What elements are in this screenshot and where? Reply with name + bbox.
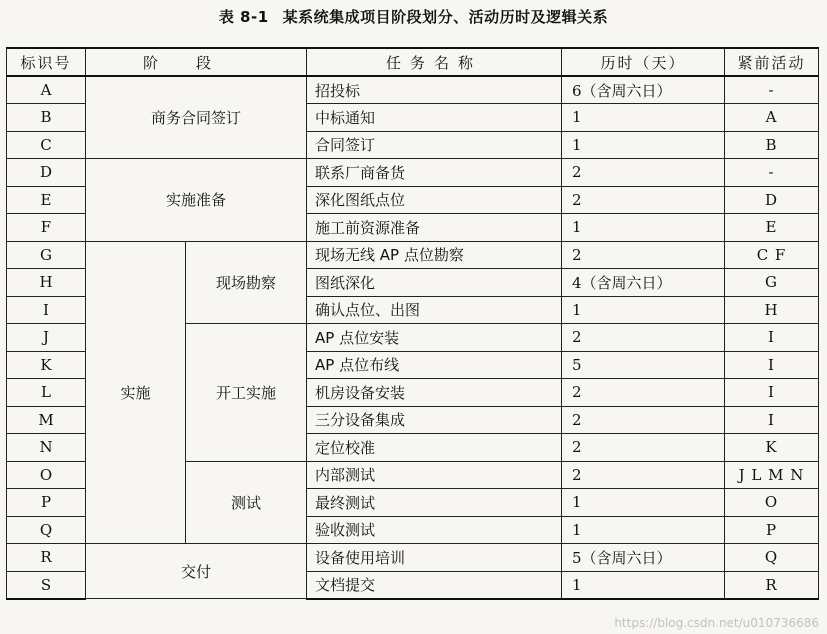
cell-duration: 2	[562, 186, 725, 214]
cell-duration: 6（含周六日）	[562, 76, 725, 104]
stage-contract: 商务合同签订	[86, 76, 307, 159]
stage-prepare: 实施准备	[86, 159, 307, 242]
cell-id: Q	[7, 516, 86, 544]
cell-duration: 2	[562, 159, 725, 187]
schedule-table	[6, 47, 819, 600]
cell-task: 机房设备安装	[307, 379, 562, 407]
table-number: 表 8-1	[218, 8, 269, 26]
cell-id: I	[7, 296, 86, 324]
cell-id: D	[7, 159, 86, 187]
cell-predecessor: A	[725, 104, 819, 132]
cell-duration: 2	[562, 324, 725, 352]
table-row	[7, 76, 819, 104]
cell-task: 图纸深化	[307, 269, 562, 297]
cell-task: 最终测试	[307, 489, 562, 517]
cell-duration: 1	[562, 131, 725, 159]
stage-delivery: 交付	[86, 544, 307, 599]
header-duration: 历时（天）	[562, 48, 725, 76]
cell-task: 验收测试	[307, 516, 562, 544]
cell-id: K	[7, 351, 86, 379]
cell-predecessor: I	[725, 406, 819, 434]
cell-predecessor: C F	[725, 241, 819, 269]
table-title: 某系统集成项目阶段划分、活动历时及逻辑关系	[282, 8, 609, 26]
cell-id: L	[7, 379, 86, 407]
stage-implement: 实施	[86, 241, 186, 544]
cell-duration: 1	[562, 571, 725, 599]
cell-task: 内部测试	[307, 461, 562, 489]
cell-duration: 1	[562, 516, 725, 544]
cell-id: S	[7, 571, 86, 599]
cell-duration: 4（含周六日）	[562, 269, 725, 297]
cell-task: 三分设备集成	[307, 406, 562, 434]
table-row	[7, 241, 819, 269]
cell-predecessor: -	[725, 159, 819, 187]
cell-task: 深化图纸点位	[307, 186, 562, 214]
cell-task: 合同签订	[307, 131, 562, 159]
header-predecessor: 紧前活动	[725, 48, 819, 76]
cell-task: 定位校准	[307, 434, 562, 462]
cell-duration: 2	[562, 241, 725, 269]
cell-predecessor: H	[725, 296, 819, 324]
cell-duration: 1	[562, 104, 725, 132]
table-row	[7, 159, 819, 187]
cell-predecessor: Q	[725, 544, 819, 572]
cell-predecessor: O	[725, 489, 819, 517]
cell-duration: 2	[562, 406, 725, 434]
watermark: https://blog.csdn.net/u010736686	[614, 616, 819, 630]
cell-predecessor: R	[725, 571, 819, 599]
cell-predecessor: I	[725, 324, 819, 352]
cell-duration: 2	[562, 461, 725, 489]
cell-task: 现场无线 AP 点位勘察	[307, 241, 562, 269]
cell-id: C	[7, 131, 86, 159]
cell-id: M	[7, 406, 86, 434]
cell-id: G	[7, 241, 86, 269]
cell-id: P	[7, 489, 86, 517]
cell-id: E	[7, 186, 86, 214]
cell-predecessor: P	[725, 516, 819, 544]
table-caption	[0, 6, 827, 27]
cell-duration: 5（含周六日）	[562, 544, 725, 572]
header-task: 任务名称	[307, 48, 562, 76]
header-stage: 阶段	[86, 48, 307, 76]
cell-task: 联系厂商备货	[307, 159, 562, 187]
cell-task: 设备使用培训	[307, 544, 562, 572]
cell-predecessor: B	[725, 131, 819, 159]
cell-id: R	[7, 544, 86, 572]
cell-task: AP 点位安装	[307, 324, 562, 352]
cell-id: N	[7, 434, 86, 462]
cell-predecessor: G	[725, 269, 819, 297]
cell-duration: 1	[562, 296, 725, 324]
substage-construction: 开工实施	[186, 324, 307, 462]
cell-id: O	[7, 461, 86, 489]
cell-id: F	[7, 214, 86, 242]
cell-task: 确认点位、出图	[307, 296, 562, 324]
cell-duration: 2	[562, 379, 725, 407]
header-row	[7, 48, 819, 76]
cell-duration: 1	[562, 214, 725, 242]
cell-predecessor: I	[725, 351, 819, 379]
cell-task: 招投标	[307, 76, 562, 104]
cell-predecessor: D	[725, 186, 819, 214]
cell-duration: 5	[562, 351, 725, 379]
cell-duration: 1	[562, 489, 725, 517]
cell-task: 施工前资源准备	[307, 214, 562, 242]
substage-testing: 测试	[186, 461, 307, 544]
table-row	[7, 544, 819, 572]
cell-predecessor: K	[725, 434, 819, 462]
cell-predecessor: J L M N	[725, 461, 819, 489]
cell-task: AP 点位布线	[307, 351, 562, 379]
cell-id: A	[7, 76, 86, 104]
cell-id: J	[7, 324, 86, 352]
header-id: 标识号	[7, 48, 86, 76]
cell-predecessor: I	[725, 379, 819, 407]
cell-predecessor: -	[725, 76, 819, 104]
cell-id: H	[7, 269, 86, 297]
cell-predecessor: E	[725, 214, 819, 242]
cell-duration: 2	[562, 434, 725, 462]
substage-survey: 现场勘察	[186, 241, 307, 324]
cell-task: 文档提交	[307, 571, 562, 599]
cell-task: 中标通知	[307, 104, 562, 132]
cell-id: B	[7, 104, 86, 132]
